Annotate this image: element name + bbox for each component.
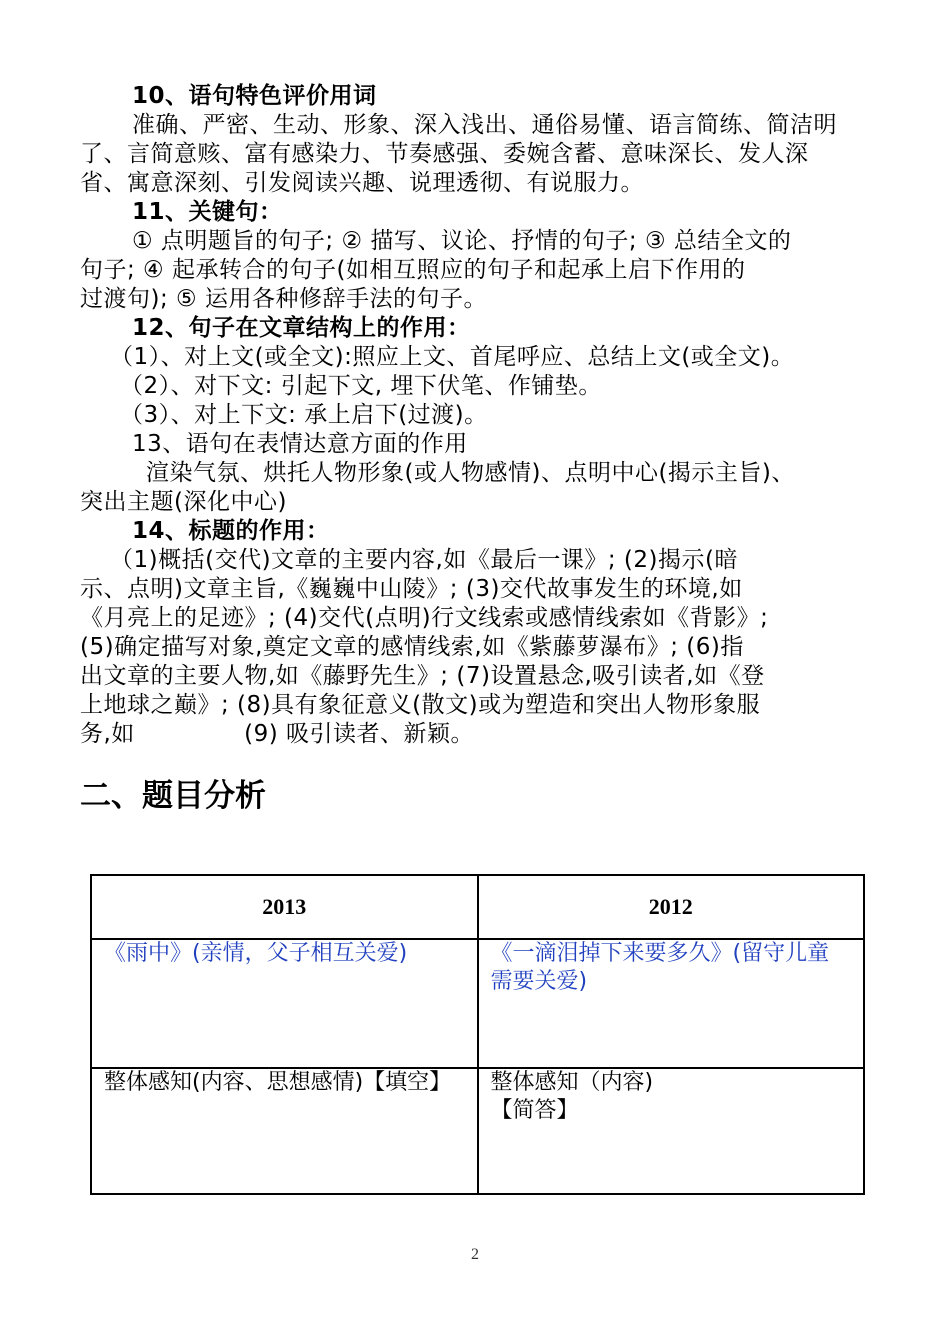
heading-13: 13、语句在表情达意方面的作用 bbox=[132, 431, 468, 457]
question-type-2012-line1: 整体感知（内容) bbox=[490, 1070, 654, 1095]
s12-line-2: （2）、对下文: 引起下文, 埋下伏笔、作铺垫。 bbox=[120, 373, 602, 399]
section-two-title: 二、题目分析 bbox=[80, 778, 266, 814]
s14-line-2: 示、点明)文章主旨,《巍巍中山陵》; (3)交代故事发生的环境,如 bbox=[80, 576, 743, 602]
s10-line-2: 了、言简意赅、富有感染力、节奏感强、委婉含蓄、意味深长、发人深 bbox=[80, 141, 809, 167]
s14-line-6: 上地球之巅》; (8)具有象征意义(散文)或为塑造和突出人物形象服 bbox=[80, 692, 761, 718]
column-header-2012: 2012 bbox=[478, 875, 865, 939]
article-title-2012: 《一滴泪掉下来要多久》(留守儿童需要关爱) bbox=[490, 941, 830, 994]
s10-line-3: 省、寓意深刻、引发阅读兴趣、说理透彻、有说服力。 bbox=[80, 170, 644, 196]
s14-line-3: 《月亮上的足迹》; (4)交代(点明)行文线索或感情线索如《背影》; bbox=[80, 605, 769, 631]
s12-line-3: （3）、对上下文: 承上启下(过渡)。 bbox=[120, 402, 488, 428]
s11-line-1: ① 点明题旨的句子; ② 描写、议论、抒情的句子; ③ 总结全文的 bbox=[132, 228, 792, 254]
table-row bbox=[91, 1068, 864, 1194]
heading-10: 10、语句特色评价用词 bbox=[132, 83, 377, 109]
s11-line-3: 过渡句); ⑤ 运用各种修辞手法的句子。 bbox=[80, 286, 487, 312]
s14-line-5: 出文章的主要人物,如《藤野先生》; (7)设置悬念,吸引读者,如《登 bbox=[80, 663, 765, 689]
table-cell bbox=[478, 1068, 865, 1194]
column-header-2013: 2013 bbox=[91, 875, 478, 939]
question-type-2012-line2: 【简答】 bbox=[490, 1098, 579, 1123]
heading-14: 14、标题的作用： bbox=[132, 518, 330, 544]
heading-12: 12、句子在文章结构上的作用： bbox=[132, 315, 471, 341]
s14-line-7: 务,如 (9) 吸引读者、新颖。 bbox=[80, 721, 475, 747]
table-cell bbox=[478, 939, 865, 1068]
table-header-row bbox=[91, 875, 864, 939]
s12-line-1: （1）、对上文(或全文):照应上文、首尾呼应、总结上文(或全文)。 bbox=[110, 344, 795, 370]
s13-line-2: 突出主题(深化中心) bbox=[80, 489, 287, 515]
analysis-table bbox=[90, 874, 865, 1195]
table-cell bbox=[91, 939, 478, 1068]
table-row bbox=[91, 939, 864, 1068]
s14-line-1: （1)概括(交代)文章的主要内容,如《最后一课》; (2)揭示(暗 bbox=[110, 547, 738, 573]
table-cell bbox=[91, 1068, 478, 1194]
page-number: 2 bbox=[471, 1246, 479, 1263]
heading-11: 11、关键句： bbox=[132, 199, 283, 225]
s14-line-4: (5)确定描写对象,奠定文章的感情线索,如《紫藤萝瀑布》; (6)指 bbox=[80, 634, 744, 660]
s10-line-1: 准确、严密、生动、形象、深入浅出、通俗易懂、语言简练、简洁明 bbox=[132, 112, 837, 138]
s11-line-2: 句子; ④ 起承转合的句子(如相互照应的句子和起承上启下作用的 bbox=[80, 257, 746, 283]
s13-line-1: 渲染气氛、烘托人物形象(或人物感情)、点明中心(揭示主旨)、 bbox=[146, 460, 795, 486]
article-title-2013: 《雨中》(亲情，父子相互关爱) bbox=[104, 941, 408, 966]
question-type-2013: 整体感知(内容、思想感情)【填空】 bbox=[104, 1070, 452, 1095]
